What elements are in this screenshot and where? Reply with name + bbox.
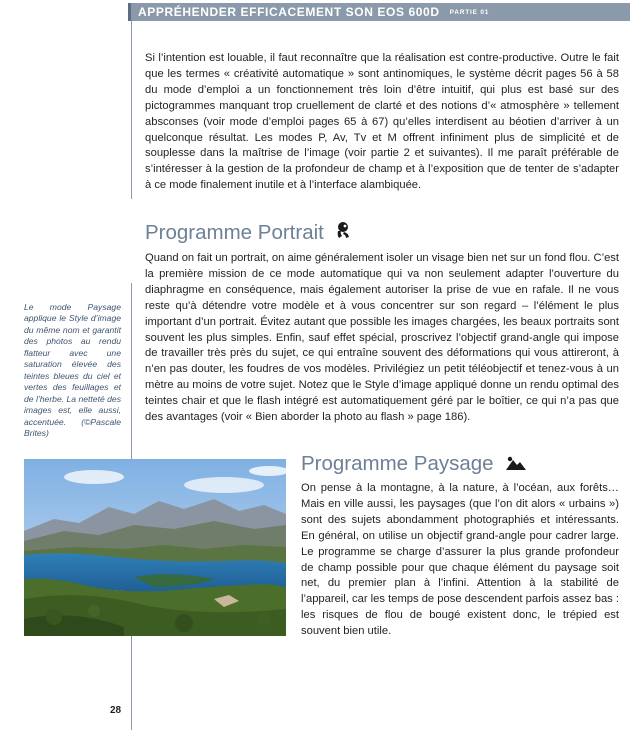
photo-caption: Le mode Paysage applique le Style d’image du même nom et garantit des photos au rendu flatteur avec une saturation élevée des teintes bleues du ciel et vertes des feuillages et de l’herbe. La netteté des images est, elle aussi, accentuée. (©Pascale Brites) [24, 302, 121, 438]
header-bar [128, 3, 630, 21]
portrait-paragraph: Quand on fait un portrait, on aime généralement isoler un visage bien net sur un fond flou. C’est la première mission de ce mode automatique qui va non seulement adapter l’ouverture du diaphragme en conséquence, mais également autoriser la prise de vue en rafale. Il ne vous reste qu’à détendre votre modèle et à vous concentrer sur son regard – l’élément le plus important d’un portrait. Évitez autant que possible les images chargées, les beaux portraits sont souvent les plus simples. Enfin, sauf effet spécial, proscrivez l’objectif grand-angle qui impose de travailler très près du sujet, ce qui entraîne souvent des déformations qui vous attireront, à n’en pas douter, les foudres de vos modèles. Privilégiez un petit téléobjectif et tenez-vous à un mètre au moins de votre sujet. Notez que le Style d’image appliqué donne un rendu optimal des teintes chair et que le flash intégré est automatiquement géré par le boîtier, ce qui n’a pas que des avantages (voir « Bien aborder la photo au flash » page 186). [145, 252, 619, 424]
header-title: APPRÉHENDER EFFICACEMENT SON EOS 600D [138, 5, 440, 19]
paysage-heading [301, 452, 526, 476]
landscape-mode-icon [506, 452, 526, 476]
header-accent-edge [128, 3, 131, 21]
portrait-heading-text: Programme Portrait [145, 221, 324, 244]
portrait-mode-icon [336, 221, 352, 245]
portrait-heading [145, 221, 352, 245]
margin-rule-top [131, 21, 132, 199]
paysage-heading-text: Programme Paysage [301, 452, 494, 475]
header-part-label: PARTIE 01 [449, 8, 490, 16]
intro-paragraph: Si l’intention est louable, il faut reconnaître que la réalisation est contre-productive. Outre le fait que les termes « créativité automatique » sont antinomiques, le système décrit pages 56 à 58 du mode d’emploi a un fonctionnement très loin d’être intuitif, qui plus est basé sur des pictogrammes manquant trop cruellement de clarté et des notions d’« atmosphère » tellement absconses (voir mode d’emploi pages 65 à 67) qu’elles interdisent au béotien d’arriver à un quelconque résultat. Les modes P, Av, Tv et M offrent infiniment plus de simplicité et de souplesse dans la maîtrise de l’image (voir partie 2 et suivantes). Il me paraît préférable de s’intéresser à la gestion de la profondeur de champ et à l’exposition que de tenter de s’adapter à ce mode finalement inutile et à l’interface alambiquée. [145, 52, 619, 192]
page-number: 28 [110, 705, 122, 716]
paysage-paragraph: On pense à la montagne, à la nature, à l’océan, aux forêts… Mais en ville aussi, les paysages (que l’on dit alors « urbains ») sont des sujets abondamment photographiés et intéressants. En général, on utilise un objectif grand-angle pour cadrer large. Le programme se charge d’assurer la plus grande profondeur de champ possible pour que chaque élément du paysage soit net, du premier plan à l’infini. Attention à la stabilité de l’appareil, car les temps de pose descendent parfois assez bas : les risques de flou de bougé existent donc, le trépied est souvent bien utile. [301, 482, 619, 638]
landscape-photo [24, 459, 286, 636]
